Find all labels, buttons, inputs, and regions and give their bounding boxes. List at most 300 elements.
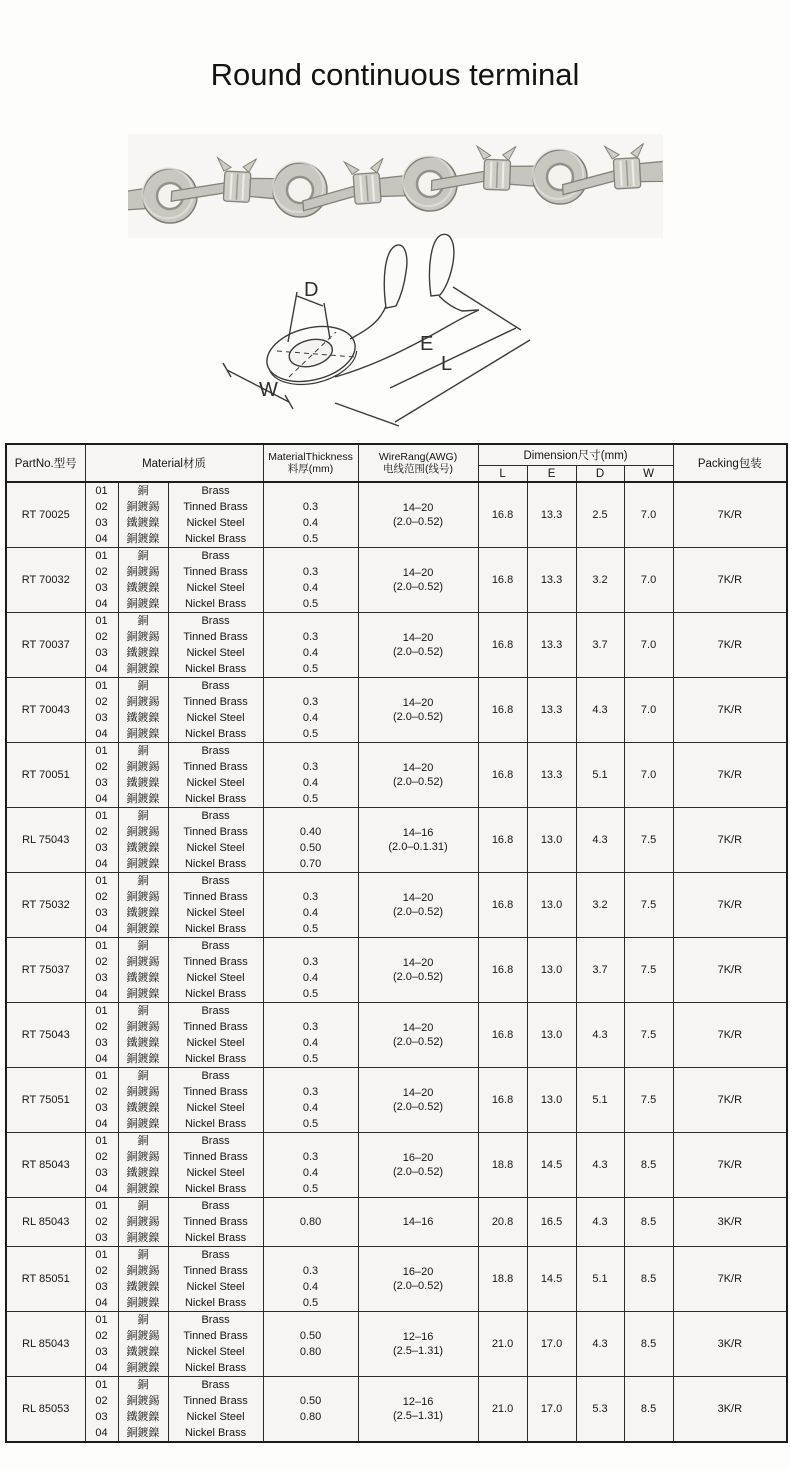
cell-material-cn: 銅 — [118, 678, 168, 695]
cell-material-no: 02 — [85, 954, 118, 970]
cell-part-no: RT 70032 — [6, 548, 85, 613]
wire-range-line: (2.5–1.31) — [392, 1345, 444, 1357]
cell-dim-w: 7.0 — [624, 743, 673, 808]
cell-wire-range — [358, 1133, 478, 1198]
cell-part-no: RT 85043 — [6, 1133, 85, 1198]
cell-material-en: Nickel Brass — [168, 1295, 263, 1312]
cell-dim-l: 16.8 — [478, 482, 527, 548]
cell-thickness: 0.4 — [263, 515, 358, 531]
cell-part-no: RT 85051 — [6, 1247, 85, 1312]
spec-table-body — [6, 482, 787, 1442]
cell-material-no: 04 — [85, 1360, 118, 1377]
spec-table-section — [5, 443, 786, 1443]
cell-part-no: RL 85053 — [6, 1377, 85, 1443]
wire-range-line: (2.0–0.52) — [392, 581, 444, 593]
header-thickness — [263, 444, 358, 482]
cell-material-no: 02 — [85, 564, 118, 580]
cell-material-no: 01 — [85, 743, 118, 760]
cell-material-en: Nickel Brass — [168, 791, 263, 808]
header-dimension: Dimension尺寸(mm) — [478, 444, 673, 466]
cell-dim-w: 7.0 — [624, 678, 673, 743]
table-row — [6, 482, 787, 499]
cell-material-en: Tinned Brass — [168, 694, 263, 710]
cell-material-cn: 銅鍍鎳 — [118, 921, 168, 938]
cell-thickness: 0.4 — [263, 1279, 358, 1295]
cell-material-en: Brass — [168, 1068, 263, 1085]
cell-thickness — [263, 1377, 358, 1394]
cell-material-no: 03 — [85, 1409, 118, 1425]
cell-material-no: 04 — [85, 986, 118, 1003]
cell-material-cn: 銅 — [118, 808, 168, 825]
cell-material-cn: 銅 — [118, 873, 168, 890]
cell-material-cn: 銅鍍鎳 — [118, 1230, 168, 1247]
wire-range-line: 14–20 — [402, 697, 434, 709]
cell-thickness — [263, 1003, 358, 1020]
cell-material-cn: 銅鍍鎳 — [118, 1181, 168, 1198]
wire-range-line: (2.0–0.52) — [392, 1280, 444, 1292]
cell-thickness: 0.5 — [263, 1181, 358, 1198]
header-wire-range — [358, 444, 478, 482]
cell-material-en: Nickel Steel — [168, 905, 263, 921]
cell-thickness — [263, 1230, 358, 1247]
cell-thickness: 0.4 — [263, 1100, 358, 1116]
wire-range-line: 14–20 — [402, 957, 434, 969]
table-row — [6, 873, 787, 890]
cell-material-en: Nickel Brass — [168, 856, 263, 873]
cell-material-en: Nickel Brass — [168, 986, 263, 1003]
dim-label-d: D — [304, 279, 319, 301]
cell-material-cn: 鐵鍍鎳 — [118, 710, 168, 726]
cell-material-cn: 銅鍍鎳 — [118, 1360, 168, 1377]
cell-material-no: 01 — [85, 1003, 118, 1020]
cell-material-cn: 銅鍍鎳 — [118, 1425, 168, 1442]
cell-wire-range — [358, 808, 478, 873]
cell-wire-range — [358, 613, 478, 678]
cell-material-cn: 銅鍍錫 — [118, 889, 168, 905]
cell-material-no: 04 — [85, 531, 118, 548]
cell-material-no: 02 — [85, 1084, 118, 1100]
cell-material-no: 01 — [85, 613, 118, 630]
cell-material-en: Brass — [168, 1377, 263, 1394]
cell-material-en: Brass — [168, 938, 263, 955]
cell-thickness: 0.50 — [263, 1328, 358, 1344]
cell-material-cn: 鐵鍍鎳 — [118, 840, 168, 856]
wire-range-line: (2.0–0.52) — [392, 711, 444, 723]
cell-thickness — [263, 1425, 358, 1442]
cell-thickness: 0.4 — [263, 970, 358, 986]
cell-thickness: 0.3 — [263, 1263, 358, 1279]
cell-material-en: Brass — [168, 548, 263, 565]
cell-material-en: Tinned Brass — [168, 1019, 263, 1035]
cell-dim-d: 5.1 — [576, 1247, 624, 1312]
cell-material-en: Brass — [168, 1198, 263, 1215]
cell-thickness: 0.4 — [263, 1165, 358, 1181]
cell-dim-l: 16.8 — [478, 808, 527, 873]
cell-material-en: Brass — [168, 482, 263, 499]
cell-thickness — [263, 808, 358, 825]
cell-packing: 7K/R — [673, 743, 787, 808]
cell-part-no: RT 70043 — [6, 678, 85, 743]
cell-dim-l: 16.8 — [478, 743, 527, 808]
header-wire-en: WireRang(AWG) — [378, 451, 458, 463]
cell-wire-range — [358, 743, 478, 808]
cell-material-cn: 銅鍍錫 — [118, 759, 168, 775]
cell-part-no: RL 85043 — [6, 1312, 85, 1377]
cell-material-cn: 銅鍍錫 — [118, 629, 168, 645]
cell-wire-range — [358, 548, 478, 613]
cell-dim-l: 16.8 — [478, 1068, 527, 1133]
cell-material-en: Brass — [168, 1312, 263, 1329]
cell-material-no: 03 — [85, 1035, 118, 1051]
cell-material-cn: 鐵鍍鎳 — [118, 1279, 168, 1295]
cell-part-no: RL 75043 — [6, 808, 85, 873]
cell-material-en: Nickel Steel — [168, 775, 263, 791]
cell-dim-d: 5.3 — [576, 1377, 624, 1443]
wire-range-line: (2.0–0.52) — [392, 776, 444, 788]
cell-material-cn: 銅鍍鎳 — [118, 726, 168, 743]
cell-material-cn: 銅 — [118, 1068, 168, 1085]
cell-material-cn: 鐵鍍鎳 — [118, 1409, 168, 1425]
cell-dim-l: 16.8 — [478, 1003, 527, 1068]
cell-material-cn: 銅鍍鎳 — [118, 596, 168, 613]
cell-material-no: 02 — [85, 824, 118, 840]
cell-dim-w: 7.0 — [624, 613, 673, 678]
cell-material-no: 03 — [85, 580, 118, 596]
cell-material-no: 02 — [85, 759, 118, 775]
cell-dim-l: 21.0 — [478, 1312, 527, 1377]
wire-range-line: 14–20 — [402, 567, 434, 579]
cell-material-en: Nickel Steel — [168, 1409, 263, 1425]
cell-material-no: 03 — [85, 1100, 118, 1116]
cell-thickness: 0.3 — [263, 564, 358, 580]
cell-material-cn: 鐵鍍鎳 — [118, 970, 168, 986]
cell-dim-w: 8.5 — [624, 1312, 673, 1377]
cell-thickness: 0.3 — [263, 499, 358, 515]
cell-thickness — [263, 1068, 358, 1085]
cell-thickness: 0.5 — [263, 1116, 358, 1133]
header-wire-cn: 电线范围(线号) — [383, 463, 454, 475]
cell-dim-e: 13.0 — [527, 1068, 576, 1133]
cell-material-cn: 鐵鍍鎳 — [118, 515, 168, 531]
cell-dim-l: 20.8 — [478, 1198, 527, 1247]
cell-material-no: 04 — [85, 921, 118, 938]
cell-material-en: Nickel Steel — [168, 1165, 263, 1181]
cell-dim-l: 18.8 — [478, 1133, 527, 1198]
cell-thickness: 0.4 — [263, 645, 358, 661]
cell-dim-l: 16.8 — [478, 938, 527, 1003]
cell-wire-range — [358, 1003, 478, 1068]
cell-material-no: 03 — [85, 1165, 118, 1181]
cell-dim-w: 7.0 — [624, 482, 673, 548]
cell-material-cn: 銅鍍錫 — [118, 824, 168, 840]
cell-material-en: Nickel Brass — [168, 531, 263, 548]
cell-dim-d: 3.7 — [576, 938, 624, 1003]
cell-material-en: Nickel Steel — [168, 515, 263, 531]
cell-packing: 3K/R — [673, 1312, 787, 1377]
cell-material-en: Nickel Steel — [168, 580, 263, 596]
cell-wire-range — [358, 1377, 478, 1443]
cell-material-en: Brass — [168, 808, 263, 825]
cell-material-en: Nickel Brass — [168, 1425, 263, 1442]
cell-material-no: 04 — [85, 726, 118, 743]
cell-thickness: 0.5 — [263, 921, 358, 938]
cell-material-no: 04 — [85, 1295, 118, 1312]
cell-material-no: 01 — [85, 678, 118, 695]
wire-range-line: 14–20 — [402, 1087, 434, 1099]
header-packing: Packing包装 — [673, 444, 787, 482]
cell-material-cn: 銅 — [118, 1133, 168, 1150]
cell-dim-d: 4.3 — [576, 1312, 624, 1377]
cell-thickness: 0.3 — [263, 954, 358, 970]
cell-material-en: Nickel Steel — [168, 970, 263, 986]
cell-material-en: Brass — [168, 613, 263, 630]
cell-material-cn: 銅 — [118, 1377, 168, 1394]
cell-material-no: 04 — [85, 1181, 118, 1198]
cell-thickness: 0.5 — [263, 1051, 358, 1068]
cell-dim-w: 7.0 — [624, 548, 673, 613]
cell-dim-e: 13.3 — [527, 678, 576, 743]
wire-range-line: (2.0–0.1.31) — [388, 841, 448, 853]
cell-dim-d: 3.2 — [576, 548, 624, 613]
cell-material-no: 02 — [85, 629, 118, 645]
cell-dim-w: 7.5 — [624, 1068, 673, 1133]
cell-material-no: 04 — [85, 661, 118, 678]
cell-material-no: 03 — [85, 645, 118, 661]
cell-wire-range — [358, 678, 478, 743]
cell-thickness: 0.4 — [263, 905, 358, 921]
cell-thickness: 0.4 — [263, 710, 358, 726]
cell-dim-e: 16.5 — [527, 1198, 576, 1247]
cell-thickness — [263, 1247, 358, 1264]
cell-packing: 7K/R — [673, 1003, 787, 1068]
cell-thickness — [263, 482, 358, 499]
cell-material-cn: 銅鍍鎳 — [118, 856, 168, 873]
cell-material-no: 03 — [85, 710, 118, 726]
cell-dim-l: 16.8 — [478, 613, 527, 678]
cell-thickness: 0.5 — [263, 531, 358, 548]
cell-material-no: 02 — [85, 1149, 118, 1165]
cell-material-no: 04 — [85, 1425, 118, 1442]
dim-label-e: E — [420, 333, 434, 355]
cell-material-en: Tinned Brass — [168, 1263, 263, 1279]
cell-thickness: 0.5 — [263, 596, 358, 613]
cell-packing: 3K/R — [673, 1377, 787, 1443]
cell-material-cn: 銅鍍錫 — [118, 1149, 168, 1165]
cell-dim-e: 13.3 — [527, 613, 576, 678]
cell-material-no: 01 — [85, 938, 118, 955]
cell-material-cn: 銅 — [118, 548, 168, 565]
cell-dim-l: 16.8 — [478, 678, 527, 743]
cell-material-cn: 銅鍍鎳 — [118, 531, 168, 548]
cell-material-en: Nickel Brass — [168, 726, 263, 743]
cell-material-en: Tinned Brass — [168, 499, 263, 515]
cell-material-en: Nickel Brass — [168, 1181, 263, 1198]
wire-range-line: (2.0–0.52) — [392, 971, 444, 983]
cell-material-no: 03 — [85, 1279, 118, 1295]
dimension-diagram — [183, 230, 603, 435]
cell-packing: 7K/R — [673, 873, 787, 938]
cell-material-cn: 銅鍍錫 — [118, 1019, 168, 1035]
cell-dim-e: 13.0 — [527, 938, 576, 1003]
cell-material-no: 01 — [85, 1247, 118, 1264]
cell-material-no: 01 — [85, 1133, 118, 1150]
cell-dim-e: 13.3 — [527, 548, 576, 613]
cell-material-en: Nickel Brass — [168, 1116, 263, 1133]
cell-dim-d: 5.1 — [576, 1068, 624, 1133]
wire-range-line: 14–20 — [402, 1022, 434, 1034]
cell-material-en: Nickel Steel — [168, 1279, 263, 1295]
cell-material-en: Brass — [168, 743, 263, 760]
page-title: Round continuous terminal — [210, 57, 580, 92]
cell-material-no: 02 — [85, 1214, 118, 1230]
cell-material-en: Tinned Brass — [168, 824, 263, 840]
cell-material-no: 01 — [85, 1377, 118, 1394]
wire-range-line: 14–20 — [402, 892, 434, 904]
cell-thickness — [263, 613, 358, 630]
header-part-no: PartNo.型号 — [6, 444, 85, 482]
cell-thickness: 0.3 — [263, 1084, 358, 1100]
cell-material-no: 03 — [85, 840, 118, 856]
wire-range-line: 16–20 — [402, 1266, 434, 1278]
cell-dim-e: 13.0 — [527, 1003, 576, 1068]
cell-thickness — [263, 1198, 358, 1215]
cell-thickness: 0.3 — [263, 1149, 358, 1165]
cell-material-en: Tinned Brass — [168, 889, 263, 905]
cell-dim-d: 4.3 — [576, 1198, 624, 1247]
cell-material-cn: 銅鍍鎳 — [118, 986, 168, 1003]
cell-material-cn: 銅 — [118, 938, 168, 955]
cell-part-no: RT 70037 — [6, 613, 85, 678]
cell-packing: 7K/R — [673, 613, 787, 678]
cell-material-cn: 鐵鍍鎳 — [118, 1165, 168, 1181]
cell-dim-e: 14.5 — [527, 1133, 576, 1198]
cell-thickness: 0.3 — [263, 1019, 358, 1035]
cell-material-cn: 銅 — [118, 1003, 168, 1020]
cell-material-no: 01 — [85, 548, 118, 565]
cell-dim-e: 13.0 — [527, 808, 576, 873]
header-dim-d: D — [576, 466, 624, 483]
cell-thickness: 0.4 — [263, 775, 358, 791]
cell-packing: 7K/R — [673, 482, 787, 548]
cell-material-cn: 銅 — [118, 1198, 168, 1215]
table-row — [6, 938, 787, 955]
cell-material-cn: 鐵鍍鎳 — [118, 1035, 168, 1051]
header-dim-l: L — [478, 466, 527, 483]
cell-material-no: 01 — [85, 1312, 118, 1329]
cell-material-cn: 銅鍍錫 — [118, 1328, 168, 1344]
cell-material-cn: 銅鍍錫 — [118, 1263, 168, 1279]
cell-material-no: 01 — [85, 1198, 118, 1215]
cell-material-cn: 銅 — [118, 1312, 168, 1329]
cell-material-no: 03 — [85, 905, 118, 921]
cell-dim-e: 13.3 — [527, 482, 576, 548]
cell-material-en: Brass — [168, 1247, 263, 1264]
cell-material-no: 04 — [85, 1051, 118, 1068]
cell-part-no: RT 70025 — [6, 482, 85, 548]
cell-material-en: Nickel Steel — [168, 710, 263, 726]
cell-material-en: Brass — [168, 678, 263, 695]
header-material: Material材质 — [85, 444, 263, 482]
cell-material-cn: 銅鍍錫 — [118, 564, 168, 580]
table-row — [6, 613, 787, 630]
cell-thickness — [263, 938, 358, 955]
cell-dim-w: 8.5 — [624, 1133, 673, 1198]
cell-material-no: 04 — [85, 791, 118, 808]
cell-material-cn: 銅鍍錫 — [118, 1393, 168, 1409]
cell-material-no: 02 — [85, 1328, 118, 1344]
cell-dim-w: 7.5 — [624, 873, 673, 938]
cell-material-en: Nickel Steel — [168, 1344, 263, 1360]
cell-material-no: 03 — [85, 970, 118, 986]
dim-label-w: W — [259, 379, 278, 401]
header-thickness-en: MaterialThickness — [268, 451, 353, 463]
cell-material-en: Nickel Brass — [168, 1360, 263, 1377]
cell-dim-l: 16.8 — [478, 548, 527, 613]
cell-material-cn: 鐵鍍鎳 — [118, 580, 168, 596]
cell-material-cn: 鐵鍍鎳 — [118, 645, 168, 661]
cell-thickness: 0.3 — [263, 694, 358, 710]
cell-material-cn: 鐵鍍鎳 — [118, 775, 168, 791]
cell-thickness — [263, 548, 358, 565]
cell-packing: 3K/R — [673, 1198, 787, 1247]
header-thickness-cn: 料厚(mm) — [287, 463, 334, 475]
cell-material-no: 02 — [85, 1393, 118, 1409]
cell-material-en: Nickel Steel — [168, 840, 263, 856]
wire-range-line: 12–16 — [402, 1331, 434, 1343]
cell-wire-range — [358, 482, 478, 548]
wire-range-line: (2.0–0.52) — [392, 1166, 444, 1178]
cell-thickness — [263, 873, 358, 890]
cell-dim-l: 21.0 — [478, 1377, 527, 1443]
cell-material-no: 03 — [85, 1230, 118, 1247]
cell-material-cn: 銅鍍錫 — [118, 694, 168, 710]
cell-part-no: RT 75037 — [6, 938, 85, 1003]
cell-dim-e: 14.5 — [527, 1247, 576, 1312]
cell-dim-d: 4.3 — [576, 1133, 624, 1198]
cell-material-cn: 銅鍍鎳 — [118, 1295, 168, 1312]
cell-thickness: 0.4 — [263, 580, 358, 596]
wire-range-line: 14–20 — [402, 762, 434, 774]
cell-wire-range — [358, 1247, 478, 1312]
table-row — [6, 1003, 787, 1020]
cell-material-en: Tinned Brass — [168, 759, 263, 775]
cell-material-en: Tinned Brass — [168, 1393, 263, 1409]
cell-material-cn: 銅鍍錫 — [118, 954, 168, 970]
cell-material-en: Tinned Brass — [168, 564, 263, 580]
cell-material-en: Nickel Brass — [168, 596, 263, 613]
cell-part-no: RL 85043 — [6, 1198, 85, 1247]
cell-thickness: 0.80 — [263, 1409, 358, 1425]
cell-material-no: 03 — [85, 775, 118, 791]
cell-packing: 7K/R — [673, 1247, 787, 1312]
cell-material-en: Nickel Steel — [168, 645, 263, 661]
cell-material-en: Brass — [168, 1133, 263, 1150]
cell-material-en: Nickel Steel — [168, 1035, 263, 1051]
cell-dim-w: 8.5 — [624, 1247, 673, 1312]
table-row — [6, 1133, 787, 1150]
cell-dim-d: 3.2 — [576, 873, 624, 938]
wire-range-line: 12–16 — [402, 1396, 434, 1408]
cell-material-en: Nickel Steel — [168, 1100, 263, 1116]
cell-material-no: 02 — [85, 694, 118, 710]
dim-label-l: L — [441, 353, 453, 375]
cell-thickness: 0.80 — [263, 1344, 358, 1360]
cell-material-cn: 銅 — [118, 613, 168, 630]
cell-material-cn: 銅鍍鎳 — [118, 661, 168, 678]
product-photo — [128, 134, 663, 238]
cell-packing: 7K/R — [673, 678, 787, 743]
cell-material-cn: 銅鍍鎳 — [118, 1051, 168, 1068]
